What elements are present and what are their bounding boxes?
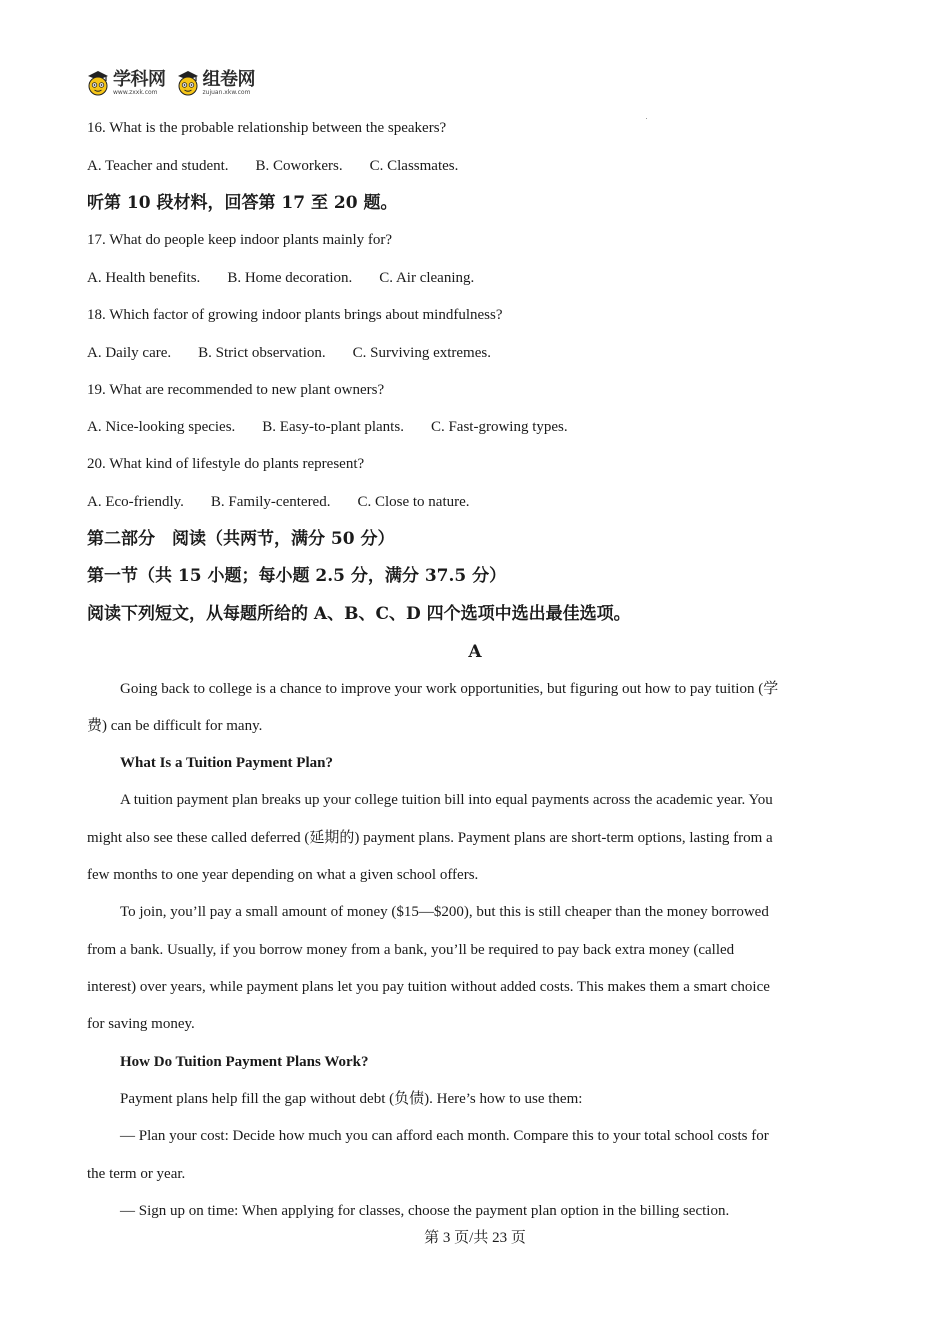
question-20: 20. What kind of lifestyle do plants represent?: [87, 456, 365, 472]
option-c: C. Air cleaning.: [379, 270, 475, 286]
option-a: A. Teacher and student.: [87, 158, 229, 174]
question-16: 16. What is the probable relationship between the speakers?: [87, 120, 447, 136]
question-18: 18. Which factor of growing indoor plants brings about mindfulness?: [87, 307, 503, 323]
header-logos: [86, 70, 255, 96]
passage-line: might also see these called deferred (延期的) payment plans. Payment plans are short-term options, lasting from a: [87, 830, 773, 846]
passage-line: few months to one year depending on what a given school offers.: [87, 867, 479, 883]
passage-line: interest) over years, while payment plans let you pay tuition without added costs. This makes them a smart choice: [87, 979, 770, 995]
subheading: What Is a Tuition Payment Plan?: [120, 755, 333, 771]
option-c: C. Close to nature.: [357, 494, 470, 510]
options-17: [87, 268, 474, 288]
logo-name: 组卷网: [202, 68, 255, 90]
passage-line: Payment plans help fill the gap without debt (负债). Here’s how to use them:: [120, 1091, 583, 1107]
passage-line: for saving money.: [87, 1016, 195, 1032]
option-c: C. Classmates.: [369, 158, 459, 174]
option-a: A. Daily care.: [87, 345, 172, 361]
reading-instruction: 阅读下列短文，从每题所给的 A、B、C、D 四个选项中选出最佳选项。: [87, 604, 631, 624]
zujuan-logo: [176, 70, 256, 96]
option-c: C. Fast-growing types.: [430, 419, 568, 435]
options-19: [87, 417, 568, 437]
question-17: 17. What do people keep indoor plants mainly for?: [87, 232, 393, 248]
passage-line: A tuition payment plan breaks up your college tuition bill into equal payments across the academic year. You: [120, 792, 773, 808]
passage-label: A: [468, 642, 482, 662]
option-a: A. Health benefits.: [87, 270, 201, 286]
zxxk-logo: [86, 70, 166, 96]
section-1-title: 第一节（共 15 小题；每小题 2.5 分，满分 37.5 分）: [87, 566, 507, 586]
logo-name: 学科网: [113, 68, 166, 90]
logo-url: zujuan.xkw.com: [202, 88, 251, 96]
passage-line: To join, you’ll pay a small amount of money ($15—$200), but this is still cheaper than the money borrowed: [120, 904, 769, 920]
question-19: 19. What are recommended to new plant owners?: [87, 382, 385, 398]
options-18: [87, 343, 491, 363]
option-b: B. Home decoration.: [227, 270, 353, 286]
passage-line: the term or year.: [87, 1166, 186, 1182]
subheading: How Do Tuition Payment Plans Work?: [120, 1054, 369, 1070]
options-20: [87, 492, 470, 512]
option-b: B. Easy-to-plant plants.: [262, 419, 404, 435]
logo-url: www.zxxk.com: [113, 88, 158, 96]
options-16: [87, 156, 458, 176]
passage-line: from a bank. Usually, if you borrow money from a bank, you’ll be required to pay back extra money (called: [87, 942, 735, 958]
option-b: B. Strict observation.: [198, 345, 326, 361]
option-b: B. Family-centered.: [210, 494, 331, 510]
mascot-icon: [176, 70, 200, 96]
passage-line: Going back to college is a chance to improve your work opportunities, but figuring out how to pay tuition (学: [120, 681, 779, 697]
option-b: B. Coworkers.: [255, 158, 343, 174]
option-c: C. Surviving extremes.: [352, 345, 491, 361]
section-10-heading: 听第 10 段材料，回答第 17 至 20 题。: [87, 193, 398, 213]
mascot-icon: [86, 70, 110, 96]
passage-line: — Sign up on time: When applying for classes, choose the payment plan option in the billing section.: [120, 1203, 730, 1219]
option-a: A. Eco-friendly.: [87, 494, 184, 510]
passage-line: — Plan your cost: Decide how much you can afford each month. Compare this to your total school costs for: [120, 1128, 769, 1144]
speck: [646, 118, 647, 119]
part-2-title: 第二部分 阅读（共两节，满分 50 分）: [87, 529, 395, 549]
option-a: A. Nice-looking species.: [87, 419, 236, 435]
page-number: 第 3 页/共 23 页: [424, 1230, 526, 1246]
passage-line: 费) can be difficult for many.: [87, 718, 263, 734]
